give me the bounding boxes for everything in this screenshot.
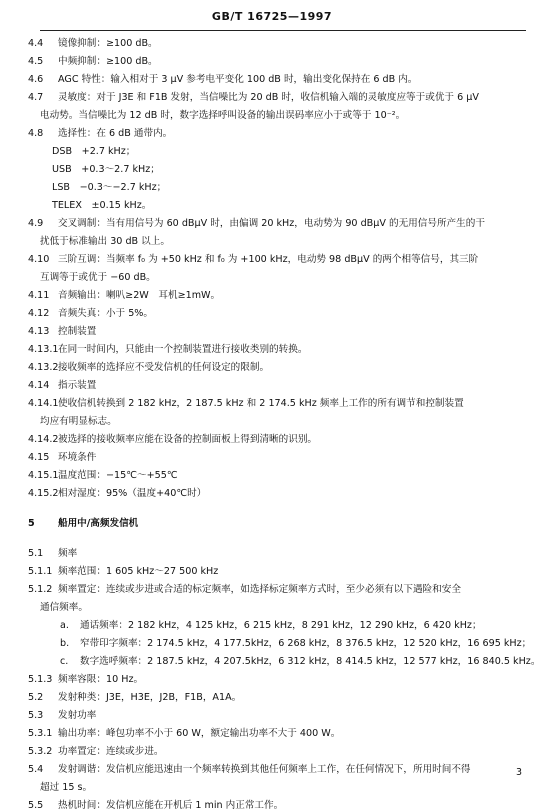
clause-number: 5.1 — [28, 548, 44, 559]
clause-text: 扰低于标准输出 30 dB 以上。 — [40, 236, 170, 247]
clause-number: 5.3.1 — [28, 728, 53, 739]
clause-text: 接收频率的选择应不受发信机的任何设定的限制。 — [58, 362, 270, 373]
clause-number: 4.5 — [28, 56, 44, 67]
clause-number: 5.5 — [28, 800, 44, 811]
clause-text: 互调等于或优于 −60 dB。 — [40, 272, 156, 283]
clause-text: 功率置定：连续或步进。 — [58, 746, 164, 757]
clause-text: 频率置定：连续或步进或合适的标定频率，如选择标定频率方式时，至少必须有以下遇险和安全 — [58, 584, 461, 595]
clause-number: c. — [60, 656, 69, 667]
clause-text: 环境条件 — [58, 452, 97, 463]
clause-text: LSB −0.3～−2.7 kHz； — [52, 182, 167, 193]
clause-number: 4.7 — [28, 92, 44, 103]
clause-number: 4.13 — [28, 326, 50, 337]
clause-number: 4.11 — [28, 290, 50, 301]
clause-text: 热机时间：发信机应能在开机后 1 min 内正常工作。 — [58, 800, 284, 811]
clause-text: USB +0.3～2.7 kHz； — [52, 164, 160, 175]
clause-number: 4.9 — [28, 218, 44, 229]
clause-number: 5.4 — [28, 764, 44, 775]
clause-text: 三阶互调：当频率 f₀ 为 +50 kHz 和 f₀ 为 +100 kHz，电动势 98 dBμV 的两个相等信号，其三阶 — [58, 254, 479, 265]
clause-number: 4.14.2 — [28, 434, 59, 445]
page-number: 3 — [515, 766, 522, 778]
clause-text: 温度范围：−15℃～+55℃ — [58, 470, 178, 481]
clause-text: 音频输出：喇叭≥2W 耳机≥1mW。 — [58, 290, 221, 301]
clause-text: 灵敏度：对于 J3E 和 F1B 发射，当信噪比为 20 dB 时，收信机输入端的灵敏度应等于或优于 6 μV — [58, 92, 479, 103]
clause-text: 相对湿度：95%（温度+40℃时） — [58, 488, 207, 499]
clause-number: a. — [60, 620, 69, 631]
clause-text: 发射调谐：发信机应能迅速由一个频率转换到其他任何频率上工作，在任何情况下，所用时间不得 — [58, 764, 471, 775]
clause-text: 发射种类：J3E，H3E，J2B，F1B，A1A。 — [58, 692, 242, 703]
clause-number: 4.13.2 — [28, 362, 59, 373]
clause-number: 5.1.1 — [28, 566, 53, 577]
clause-text: 控制装置 — [58, 326, 97, 337]
clause-number: 4.15.2 — [28, 488, 59, 499]
clause-text: 超过 15 s。 — [40, 782, 93, 793]
clause-number: 5.3.2 — [28, 746, 53, 757]
clause-text: 交叉调制：当有用信号为 60 dBμV 时，由偏调 20 kHz，电动势为 90 dBμV 的无用信号所产生的干 — [58, 218, 485, 229]
clause-number: 5.3 — [28, 710, 44, 721]
clause-text: 通信频率。 — [40, 602, 88, 613]
clause-number: 4.14 — [28, 380, 50, 391]
clause-text: 指示装置 — [58, 380, 97, 391]
clause-number: 5.1.3 — [28, 674, 53, 685]
clause-text: 窄带印字频率：2 174.5 kHz，4 177.5kHz，6 268 kHz，8 376.5 kHz，12 520 kHz，16 695 kHz； — [80, 638, 532, 649]
clause-number: 4.15.1 — [28, 470, 59, 481]
clause-text: 在同一时间内，只能由一个控制装置进行接收类别的转换。 — [58, 344, 308, 355]
clause-text: 被选择的接收频率应能在设备的控制面板上得到清晰的识别。 — [58, 434, 318, 445]
clause-number: 4.14.1 — [28, 398, 59, 409]
clause-number: 5.2 — [28, 692, 44, 703]
clause-text: 镜像抑制：≥100 dB。 — [58, 38, 158, 49]
clause-number: 4.13.1 — [28, 344, 59, 355]
clause-number: 4.6 — [28, 74, 44, 85]
clause-text: 使收信机转换到 2 182 kHz，2 187.5 kHz 和 2 174.5 kHz 频率上工作的所有调节和控制装置 — [58, 398, 464, 409]
clause-number: 5.1.2 — [28, 584, 53, 595]
clause-number: 4.8 — [28, 128, 44, 139]
clause-text: 输出功率：峰包功率不小于 60 W，额定输出功率不大于 400 W。 — [58, 728, 341, 739]
clause-text: 中频抑制：≥100 dB。 — [58, 56, 158, 67]
clause-text: 船用中/高频发信机 — [58, 518, 139, 529]
header-rule — [40, 30, 526, 31]
clause-text: 数字选呼频率：2 187.5 kHz，4 207.5kHz，6 312 kHz，8 414.5 kHz，12 577 kHz，16 840.5 kHz。 — [80, 656, 541, 667]
clause-number: b. — [60, 638, 70, 649]
clause-number: 4.10 — [28, 254, 50, 265]
clause-text: 频率容限：10 Hz。 — [58, 674, 144, 685]
clause-number: 4.15 — [28, 452, 50, 463]
clause-text: 通话频率：2 182 kHz，4 125 kHz，6 215 kHz，8 291 kHz，12 290 kHz，6 420 kHz； — [80, 620, 482, 631]
clause-text: DSB +2.7 kHz； — [52, 146, 136, 157]
clause-text: 选择性：在 6 dB 通带内。 — [58, 128, 173, 139]
clause-text: AGC 特性：输入相对于 3 μV 参考电平变化 100 dB 时，输出变化保持在 6 dB 内。 — [58, 74, 418, 85]
clause-text: 频率范围：1 605 kHz～27 500 kHz — [58, 566, 219, 577]
clause-text: 电动势。当信噪比为 12 dB 时，数字选择呼叫设备的输出误码率应小于或等于 10⁻²。 — [40, 110, 406, 121]
clause-text: TELEX ±0.15 kHz。 — [52, 200, 152, 211]
clause-number: 4.12 — [28, 308, 50, 319]
clause-number: 4.4 — [28, 38, 44, 49]
clause-text: 音频失真：小于 5%。 — [58, 308, 154, 319]
standard-code-header: GB/T 16725—1997 — [211, 10, 333, 23]
clause-number: 5 — [28, 518, 35, 529]
clause-text: 频率 — [58, 548, 78, 559]
clause-text: 发射功率 — [58, 710, 97, 721]
clause-text: 均应有明显标志。 — [40, 416, 117, 427]
